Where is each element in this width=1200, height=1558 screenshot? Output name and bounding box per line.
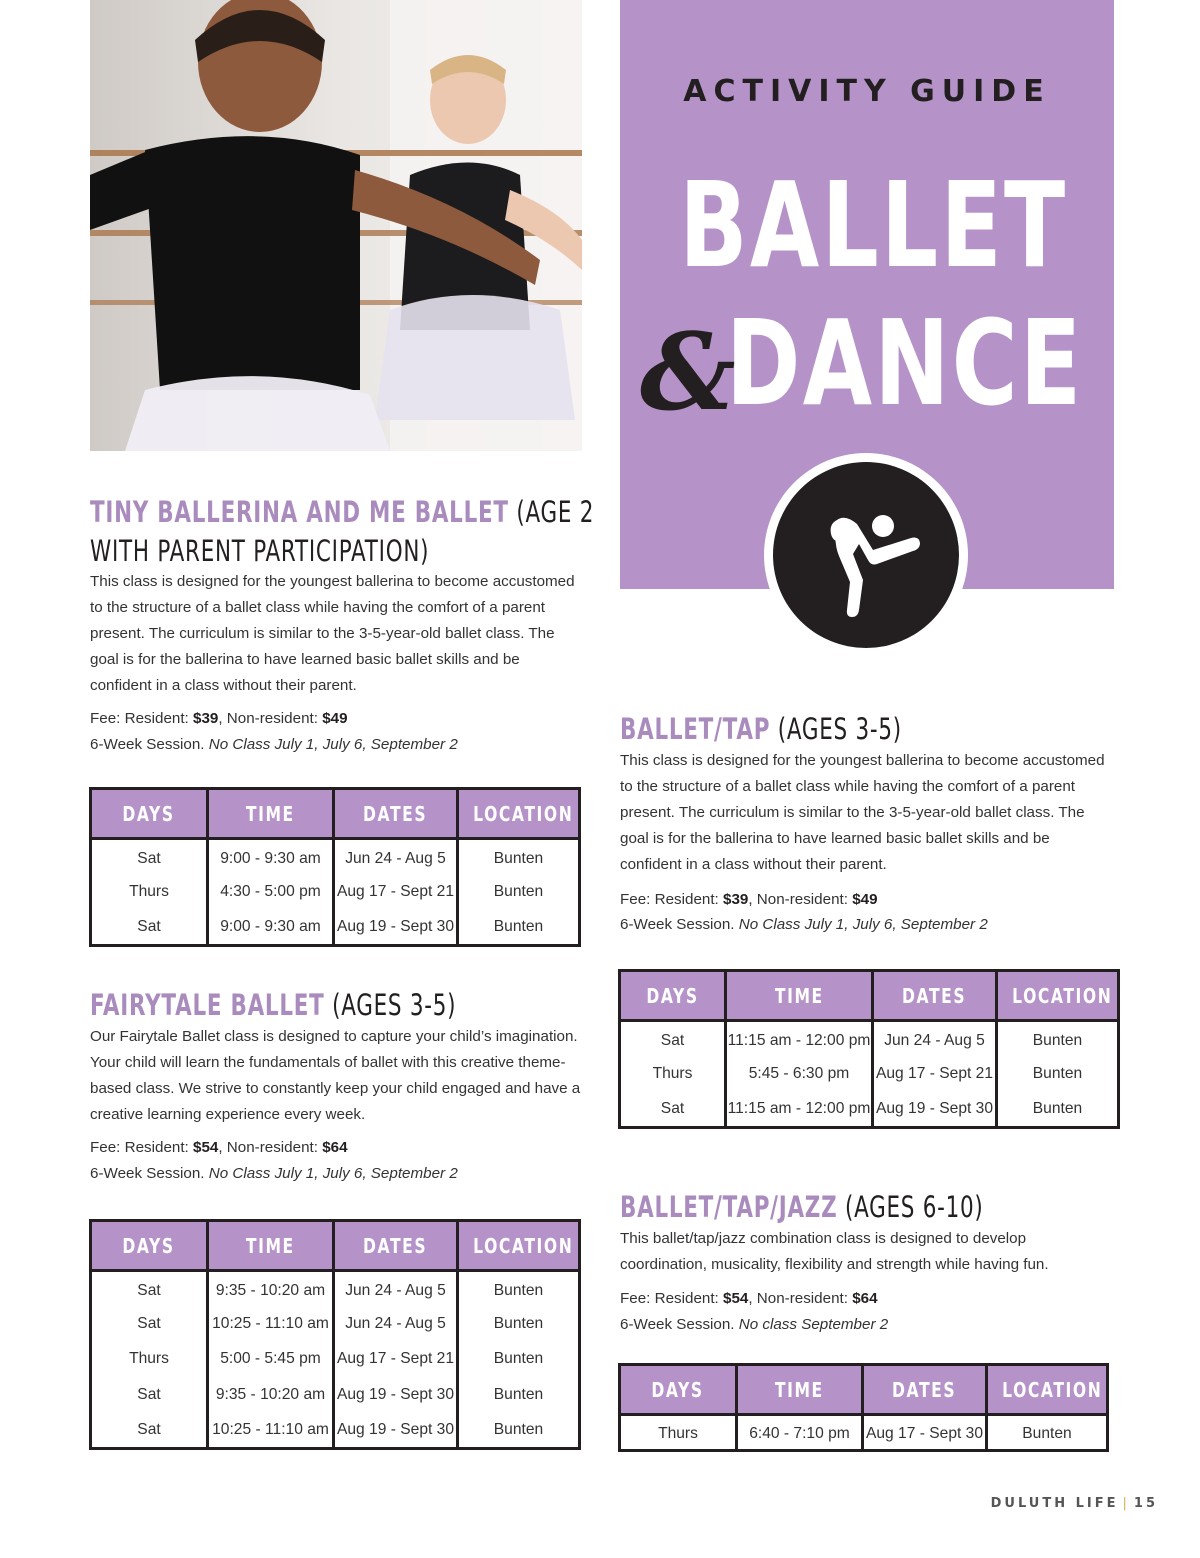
fee-nonresident-label: , Non-resident:: [218, 1139, 323, 1156]
table-cell: Bunten: [997, 1092, 1119, 1128]
column-header: [91, 789, 208, 839]
table-row: [91, 1377, 580, 1413]
column-header-label: TIME: [246, 1233, 295, 1258]
section-title-ballet-tap: [620, 710, 902, 748]
section-title-ballet-tap-jazz: [620, 1188, 984, 1226]
session-line: [90, 1161, 458, 1187]
table-cell: Sat: [137, 1314, 161, 1332]
column-header: [726, 971, 873, 1021]
table-header-row: [91, 1221, 580, 1271]
column-header-label: LOCATION: [473, 1233, 574, 1258]
column-header-label: DATES: [902, 983, 967, 1008]
table-cell: 9:00 - 9:30 am: [208, 910, 334, 946]
table-cell: Aug 19 - Sept 30: [873, 1092, 997, 1128]
ballet-dancer-icon: [773, 462, 959, 648]
fee-nonresident-label: , Non-resident:: [218, 710, 323, 727]
fee-nonresident: $64: [322, 1139, 348, 1156]
table-row: [620, 1021, 1119, 1057]
section-age: (AGES 6-10): [844, 1190, 984, 1224]
fee-line: [620, 1286, 878, 1312]
schedule-table: [89, 787, 581, 947]
table-cell: Bunten: [458, 874, 580, 910]
column-header-label: DAYS: [651, 1377, 705, 1402]
table-cell: 9:35 - 10:20 am: [208, 1271, 334, 1307]
table-row: [620, 1092, 1119, 1128]
hero-badge: [764, 453, 968, 657]
table-row: [91, 1413, 580, 1449]
no-class-note: No Class July 1, July 6, September 2: [208, 736, 458, 753]
table-cell: Sat: [137, 849, 161, 867]
page-footer: [991, 1496, 1158, 1511]
column-header: [208, 1221, 334, 1271]
section-age: (AGES 3-5): [332, 988, 457, 1022]
table-cell: Aug 17 - Sept 21: [873, 1056, 997, 1092]
schedule-table: [89, 1219, 581, 1450]
session-label: 6-Week Session.: [620, 1316, 739, 1333]
column-header: [458, 1221, 580, 1271]
no-class-note: No Class July 1, July 6, September 2: [738, 916, 988, 933]
table-cell: Bunten: [997, 1021, 1119, 1057]
fee-nonresident-label: , Non-resident:: [748, 1290, 853, 1307]
table-cell: Thurs: [129, 882, 169, 900]
table-cell: Thurs: [652, 1064, 693, 1082]
section-description: This class is designed for the youngest ballerina to become accustomed to the structure of a ballet class while having the comfort of a parent present. The curriculum is similar to the 3-5-year-old ballet class. The goal is for the ballerina to have learned basic ballet skills and be confident in a class without their parent.: [90, 573, 575, 694]
column-header-label: DATES: [363, 1233, 428, 1258]
column-header: [620, 971, 726, 1021]
table-cell: Jun 24 - Aug 5: [334, 1306, 458, 1342]
section-title-tiny-ballerina: [90, 493, 594, 531]
session-label: 6-Week Session.: [620, 916, 739, 933]
column-header-label: DATES: [892, 1377, 957, 1402]
footer-separator: |: [1122, 1496, 1130, 1511]
section-name: BALLET/TAP/JAZZ: [620, 1190, 838, 1224]
fee-nonresident: $49: [322, 710, 348, 727]
section-name: TINY BALLERINA AND ME BALLET: [90, 495, 509, 529]
column-header: [458, 789, 580, 839]
table-cell: Jun 24 - Aug 5: [873, 1021, 997, 1057]
table-cell: 6:40 - 7:10 pm: [737, 1415, 863, 1451]
section-description: This class is designed for the youngest ballerina to become accustomed to the structure of a ballet class while having the comfort of a parent present. The curriculum is similar to the 3-5-year-old ballet class. The goal is for the ballerina to have learned basic ballet skills and be confident in a class without their parent.: [620, 752, 1105, 873]
page-number: 15: [1133, 1496, 1158, 1511]
table-cell: 10:25 - 11:10 am: [208, 1306, 334, 1342]
session-line: [90, 732, 458, 758]
column-header-label: LOCATION: [473, 801, 574, 826]
table-cell: 4:30 - 5:00 pm: [208, 874, 334, 910]
table-cell: Sat: [137, 1385, 161, 1403]
table-cell: 11:15 am - 12:00 pm: [726, 1092, 873, 1128]
table-cell: Bunten: [458, 1271, 580, 1307]
session-line: [620, 912, 988, 938]
fee-resident-label: Fee: Resident:: [620, 891, 723, 908]
table-header-row: [620, 1365, 1108, 1415]
table-cell: Jun 24 - Aug 5: [334, 839, 458, 875]
section-age: (AGES 3-5): [777, 712, 902, 746]
table-cell: Aug 17 - Sept 21: [334, 874, 458, 910]
column-header-label: LOCATION: [1002, 1377, 1103, 1402]
section-age: (AGE 2: [516, 495, 595, 529]
table-cell: Bunten: [997, 1056, 1119, 1092]
fee-nonresident: $64: [852, 1290, 878, 1307]
session-label: 6-Week Session.: [90, 736, 209, 753]
column-header: [620, 1365, 737, 1415]
table-cell: Sat: [137, 1281, 161, 1299]
table-row: [91, 1306, 580, 1342]
column-header-label: LOCATION: [1012, 983, 1113, 1008]
column-header: [334, 789, 458, 839]
fee-resident-label: Fee: Resident:: [620, 1290, 723, 1307]
no-class-note: No Class July 1, July 6, September 2: [208, 1165, 458, 1182]
fee-resident: $39: [193, 710, 219, 727]
section-subtitle-tiny-ballerina: [90, 532, 429, 570]
section-description: Our Fairytale Ballet class is designed to capture your child’s imagination. Your child will learn the fundamentals of ballet with this creative theme-based class. We strive to constantly keep your child engaged and have a creative learning experience every week.: [90, 1028, 581, 1123]
session-line: [620, 1312, 888, 1338]
table-header-row: [91, 789, 580, 839]
hero-title-ballet: BALLET: [679, 156, 1068, 294]
column-header: [997, 971, 1119, 1021]
table-row: [91, 1342, 580, 1378]
session-label: 6-Week Session.: [90, 1165, 209, 1182]
table-cell: 9:00 - 9:30 am: [208, 839, 334, 875]
fee-nonresident: $49: [852, 891, 878, 908]
fee-resident-label: Fee: Resident:: [90, 710, 193, 727]
table-cell: Aug 17 - Sept 30: [863, 1415, 987, 1451]
column-header-label: DAYS: [122, 801, 176, 826]
table-row: [91, 910, 580, 946]
table-cell: Sat: [137, 917, 161, 935]
column-header: [863, 1365, 987, 1415]
column-header-label: TIME: [775, 1377, 824, 1402]
fee-line: [90, 1135, 348, 1161]
column-header: [208, 789, 334, 839]
table-cell: Aug 19 - Sept 30: [334, 910, 458, 946]
table-cell: Bunten: [458, 1306, 580, 1342]
table-cell: Bunten: [458, 1413, 580, 1449]
table-cell: Sat: [660, 1031, 685, 1049]
table-cell: Sat: [137, 1420, 161, 1438]
table-cell: Bunten: [458, 1342, 580, 1378]
table-cell: Jun 24 - Aug 5: [334, 1271, 458, 1307]
column-header-label: DAYS: [646, 983, 699, 1008]
column-header-label: DAYS: [122, 1233, 176, 1258]
column-header: [737, 1365, 863, 1415]
column-header: [873, 971, 997, 1021]
table-row: [91, 839, 580, 875]
table-cell: Bunten: [458, 1377, 580, 1413]
fee-nonresident-label: , Non-resident:: [748, 891, 853, 908]
table-cell: 5:00 - 5:45 pm: [208, 1342, 334, 1378]
table-cell: Sat: [660, 1099, 685, 1117]
table-row: [91, 874, 580, 910]
column-header-label: DATES: [363, 801, 428, 826]
hero-title-dance: DANCE: [726, 294, 1084, 432]
no-class-note: No class September 2: [738, 1316, 889, 1333]
column-header: [334, 1221, 458, 1271]
column-header: [91, 1221, 208, 1271]
column-header-label: TIME: [774, 983, 824, 1008]
table-cell: Aug 19 - Sept 30: [334, 1377, 458, 1413]
table-cell: Thurs: [658, 1424, 698, 1442]
schedule-table: [618, 969, 1120, 1129]
table-row: [620, 1415, 1108, 1451]
table-row: [620, 1056, 1119, 1092]
table-cell: Bunten: [458, 910, 580, 946]
section-name: BALLET/TAP: [620, 712, 771, 746]
ballet-class-photo: [90, 0, 582, 451]
column-header: [987, 1365, 1108, 1415]
table-cell: 5:45 - 6:30 pm: [726, 1056, 873, 1092]
fee-resident-label: Fee: Resident:: [90, 1139, 193, 1156]
section-name: FAIRYTALE BALLET: [90, 988, 325, 1022]
section-description: This ballet/tap/jazz combination class is designed to develop coordination, musicality, flexibility and strength while having fun.: [620, 1230, 1049, 1273]
publication-name: DULUTH LIFE: [990, 1496, 1119, 1511]
fee-line: [620, 887, 878, 913]
section-title-fairytale-ballet: [90, 986, 456, 1024]
table-cell: 9:35 - 10:20 am: [208, 1377, 334, 1413]
table-cell: Aug 17 - Sept 21: [334, 1342, 458, 1378]
section-age-cont: WITH PARENT PARTICIPATION): [90, 534, 430, 568]
table-row: [91, 1271, 580, 1307]
schedule-table: [618, 1363, 1109, 1452]
table-cell: 11:15 am - 12:00 pm: [726, 1021, 873, 1057]
column-header-label: TIME: [246, 801, 295, 826]
table-cell: Bunten: [458, 839, 580, 875]
fee-resident: $39: [723, 891, 749, 908]
table-cell: Bunten: [987, 1415, 1108, 1451]
table-cell: Thurs: [129, 1350, 169, 1368]
hero-kicker: ACTIVITY GUIDE: [683, 74, 1051, 109]
fee-resident: $54: [193, 1139, 219, 1156]
table-header-row: [620, 971, 1119, 1021]
fee-line: [90, 706, 348, 732]
fee-resident: $54: [723, 1290, 749, 1307]
hero-ampersand: &: [640, 309, 736, 434]
table-cell: 10:25 - 11:10 am: [208, 1413, 334, 1449]
table-cell: Aug 19 - Sept 30: [334, 1413, 458, 1449]
